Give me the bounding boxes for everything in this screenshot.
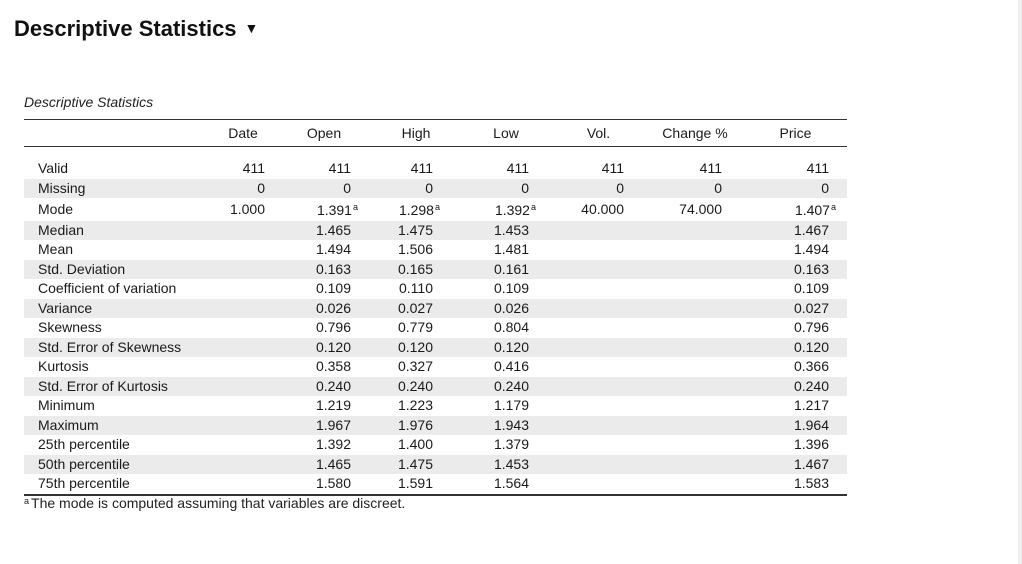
table-cell [744, 338, 847, 358]
table-cell [371, 279, 461, 299]
cell-value: 0.240 [493, 377, 529, 394]
table-cell [744, 221, 847, 241]
table-cell [744, 416, 847, 436]
cell-value: 0.109 [315, 280, 351, 296]
table-cell [277, 357, 371, 377]
table-cell [646, 474, 744, 495]
table-cell [277, 396, 371, 416]
cell-value: 0 [425, 179, 433, 196]
table-cell [551, 159, 646, 179]
cell-value: 411 [506, 160, 529, 176]
row-label: 75th percentile [24, 474, 209, 495]
cell-value: 40.000 [581, 200, 624, 217]
table-body [24, 147, 847, 495]
row-label: Mean [38, 241, 74, 257]
cell-value: 0.240 [793, 377, 829, 394]
table-cell [551, 179, 646, 199]
table-cell [277, 159, 371, 179]
table-cell [277, 279, 371, 299]
footnote-mark: a [530, 202, 536, 212]
table-cell [461, 299, 551, 319]
cell-value: 0.165 [397, 260, 433, 277]
cell-value: 0 [714, 179, 722, 196]
table-cell [646, 159, 744, 179]
table-cell [551, 198, 646, 221]
table-cell [277, 377, 371, 397]
table-cell [371, 416, 461, 436]
table-cell [551, 396, 646, 416]
table-cell [744, 240, 847, 260]
table-cell [744, 179, 847, 199]
cell-value: 1.223 [397, 397, 433, 413]
table-cell [209, 260, 277, 280]
table-cell [461, 179, 551, 199]
table-row [24, 396, 847, 416]
cell-value: 0.416 [493, 358, 529, 374]
table-row [24, 240, 847, 260]
cell-value: 411 [806, 160, 829, 176]
caret-down-icon[interactable]: ▼ [244, 20, 259, 36]
column-header: Open [277, 120, 371, 147]
table-cell [209, 396, 277, 416]
cell-value: 1.583 [793, 475, 829, 491]
table-cell [461, 416, 551, 436]
table-cell [209, 416, 277, 436]
cell-value: 1.379 [493, 436, 529, 452]
table-cell [371, 198, 461, 221]
table-cell [646, 416, 744, 436]
header-row [24, 120, 847, 147]
descriptive-statistics-table [24, 119, 847, 496]
table-cell [277, 179, 371, 199]
table-cell [371, 159, 461, 179]
table-cell [277, 260, 371, 280]
row-label: Median [24, 221, 209, 241]
table-cell [277, 435, 371, 455]
table-header [24, 120, 847, 147]
cell-value: 74.000 [679, 200, 722, 217]
table-cell [277, 416, 371, 436]
table-cell [744, 159, 847, 179]
table-cell [461, 435, 551, 455]
cell-value: 0 [616, 179, 624, 196]
table-cell [209, 357, 277, 377]
cell-value: 0.110 [399, 280, 433, 296]
table-cell [371, 240, 461, 260]
cell-value: 1.217 [793, 397, 829, 413]
cell-value: 0.109 [793, 280, 829, 296]
table-cell [646, 221, 744, 241]
cell-value: 1.580 [315, 475, 351, 491]
row-label: Coefficient of variation [38, 280, 177, 296]
table-cell [551, 338, 646, 358]
cell-value: 0 [521, 179, 529, 196]
table-cell [551, 299, 646, 319]
cell-value: 1.392 [315, 436, 351, 452]
spacer-row [24, 147, 847, 160]
table-row [24, 198, 847, 221]
cell-value: 411 [328, 160, 351, 176]
table-cell [646, 299, 744, 319]
table-cell [461, 377, 551, 397]
cell-value: 1.943 [493, 416, 529, 433]
table-cell [461, 260, 551, 280]
table-row [24, 455, 847, 475]
table-cell [371, 338, 461, 358]
table-cell [277, 240, 371, 260]
table-cell [277, 198, 371, 221]
cell-value: 1.506 [397, 241, 433, 257]
table-row [24, 357, 847, 377]
table-cell [371, 455, 461, 475]
cell-value: 0 [343, 179, 351, 196]
cell-value: 1.396 [793, 436, 829, 452]
table-cell [551, 357, 646, 377]
row-label: 50th percentile [24, 455, 209, 475]
table-cell [461, 338, 551, 358]
cell-value: 0.240 [315, 377, 351, 394]
table-caption: Descriptive Statistics [24, 94, 154, 110]
table-cell [209, 338, 277, 358]
table-cell [371, 396, 461, 416]
column-header: Low [461, 120, 551, 147]
table-cell [744, 260, 847, 280]
cell-value: 1.475 [397, 455, 433, 472]
cell-value: 1.467 [793, 221, 829, 238]
table-cell [551, 416, 646, 436]
cell-value: 1.967 [315, 416, 351, 433]
table-cell [461, 455, 551, 475]
table-cell [551, 240, 646, 260]
table-cell [461, 357, 551, 377]
table-cell [371, 435, 461, 455]
table-cell [371, 377, 461, 397]
table-cell [646, 455, 744, 475]
table-cell [551, 279, 646, 299]
table-cell [371, 299, 461, 319]
cell-value: 1.391 [316, 202, 352, 218]
footnote-mark: a [830, 202, 836, 212]
table-row [24, 474, 847, 495]
column-header: Change % [646, 120, 744, 147]
cell-value: 0.026 [493, 299, 529, 316]
table-cell [551, 455, 646, 475]
cell-value: 1.219 [315, 397, 351, 413]
table-cell [461, 240, 551, 260]
cell-value: 0.240 [397, 377, 433, 394]
cell-value: 411 [601, 160, 624, 176]
cell-value: 411 [242, 160, 265, 176]
table-cell [646, 338, 744, 358]
cell-value: 1.964 [793, 416, 829, 433]
table-row [24, 318, 847, 338]
table-row [24, 416, 847, 436]
cell-value: 1.179 [493, 397, 529, 413]
cell-value: 1.392 [494, 202, 530, 218]
table-cell [744, 357, 847, 377]
table-cell [209, 318, 277, 338]
table-cell [277, 474, 371, 495]
table-cell [744, 396, 847, 416]
table-cell [744, 299, 847, 319]
table-cell [277, 455, 371, 475]
table-row [24, 279, 847, 299]
table-cell [209, 279, 277, 299]
table-cell [551, 221, 646, 241]
cell-value: 1.298 [398, 202, 434, 218]
table-cell [371, 260, 461, 280]
footnote-text: The mode is computed assuming that variables are discreet. [31, 495, 406, 511]
table-cell [371, 318, 461, 338]
table-cell [744, 377, 847, 397]
table-cell [646, 377, 744, 397]
table-cell [461, 198, 551, 221]
table-cell [744, 198, 847, 221]
cell-value: 1.591 [397, 475, 433, 491]
table-cell [646, 240, 744, 260]
row-label: Maximum [24, 416, 209, 436]
cell-value: 0 [257, 179, 265, 196]
header-empty [24, 120, 209, 147]
cell-value: 1.976 [397, 416, 433, 433]
table-cell [209, 221, 277, 241]
cell-value: 0.779 [397, 319, 433, 335]
table-cell [277, 299, 371, 319]
table-cell [209, 455, 277, 475]
row-label: Valid [38, 160, 69, 176]
table-cell [209, 240, 277, 260]
cell-value: 0.163 [315, 260, 351, 277]
table-cell [646, 318, 744, 338]
page-title [14, 16, 258, 42]
table-row [24, 260, 847, 280]
table-cell [277, 318, 371, 338]
table-cell [646, 279, 744, 299]
cell-value: 0.120 [397, 338, 433, 355]
table-row [24, 435, 847, 455]
table-cell [646, 260, 744, 280]
cell-value: 0.327 [397, 358, 433, 374]
table-cell [744, 318, 847, 338]
table-cell [371, 357, 461, 377]
cell-value: 1.564 [493, 475, 529, 491]
table-cell [209, 474, 277, 495]
scrollbar-track[interactable] [1018, 0, 1022, 564]
row-label: Std. Deviation [24, 260, 209, 280]
cell-value: 1.453 [493, 221, 529, 238]
cell-value: 1.000 [229, 200, 265, 217]
table-cell [461, 396, 551, 416]
cell-value: 0.796 [315, 319, 351, 335]
cell-value: 0.796 [793, 319, 829, 335]
cell-value: 0.366 [793, 358, 829, 374]
cell-value: 411 [699, 160, 722, 176]
table-cell [209, 198, 277, 221]
table-cell [461, 318, 551, 338]
table-cell [646, 435, 744, 455]
table-cell [646, 357, 744, 377]
table-row [24, 338, 847, 358]
cell-value: 1.400 [397, 436, 433, 452]
column-header: Price [744, 120, 847, 147]
row-label: Skewness [38, 319, 102, 335]
cell-value: 1.407 [794, 202, 830, 218]
row-label: Mode [38, 200, 74, 217]
cell-value: 0.026 [315, 299, 351, 316]
row-label: Kurtosis [38, 358, 89, 374]
cell-value: 0.109 [493, 280, 529, 296]
table-cell [461, 279, 551, 299]
table-cell [277, 338, 371, 358]
table-cell [209, 435, 277, 455]
row-label: 25th percentile [38, 436, 130, 452]
table-row [24, 377, 847, 397]
footnote-mark: a [352, 202, 358, 212]
table-cell [744, 474, 847, 495]
cell-value: 0.804 [493, 319, 529, 335]
table-row [24, 221, 847, 241]
cell-value: 0.358 [315, 358, 351, 374]
table-cell [646, 198, 744, 221]
cell-value: 0.027 [793, 299, 829, 316]
table-cell [646, 396, 744, 416]
row-label: Variance [24, 299, 209, 319]
page-title-text: Descriptive Statistics [14, 16, 237, 41]
table-cell [744, 435, 847, 455]
table-cell [744, 279, 847, 299]
table-cell [209, 179, 277, 199]
table-cell [461, 474, 551, 495]
cell-value: 1.475 [397, 221, 433, 238]
table-cell [461, 159, 551, 179]
cell-value: 0.120 [315, 338, 351, 355]
cell-value: 1.453 [493, 455, 529, 472]
cell-value: 0.027 [397, 299, 433, 316]
cell-value: 0.120 [793, 338, 829, 355]
cell-value: 1.494 [315, 241, 351, 257]
cell-value: 1.467 [793, 455, 829, 472]
table-cell [371, 474, 461, 495]
table-cell [461, 221, 551, 241]
cell-value: 1.465 [315, 455, 351, 472]
footnote-mark: a [434, 202, 440, 212]
column-header: Vol. [551, 120, 646, 147]
row-label: Missing [24, 179, 209, 199]
row-label: Std. Error of Kurtosis [24, 377, 209, 397]
table-cell [551, 377, 646, 397]
column-header: High [371, 120, 461, 147]
table-cell [551, 474, 646, 495]
cell-value: 0.163 [793, 260, 829, 277]
table-row [24, 179, 847, 199]
table-row [24, 159, 847, 179]
row-label: Minimum [38, 397, 95, 413]
table-cell [209, 299, 277, 319]
cell-value: 1.481 [493, 241, 529, 257]
cell-value: 0 [821, 179, 829, 196]
cell-value: 1.494 [793, 241, 829, 257]
column-header: Date [209, 120, 277, 147]
footnote-mark: a [24, 496, 30, 506]
cell-value: 1.465 [315, 221, 351, 238]
table-cell [744, 455, 847, 475]
table-cell [646, 179, 744, 199]
table-cell [209, 377, 277, 397]
table-cell [551, 260, 646, 280]
table-cell [209, 159, 277, 179]
table-cell [551, 318, 646, 338]
table-cell [371, 179, 461, 199]
table-cell [277, 221, 371, 241]
table-row [24, 299, 847, 319]
cell-value: 0.120 [493, 338, 529, 355]
table-cell [371, 221, 461, 241]
cell-value: 411 [410, 160, 433, 176]
footnote [24, 495, 405, 511]
table-cell [551, 435, 646, 455]
row-label: Std. Error of Skewness [24, 338, 209, 358]
cell-value: 0.161 [493, 260, 529, 277]
